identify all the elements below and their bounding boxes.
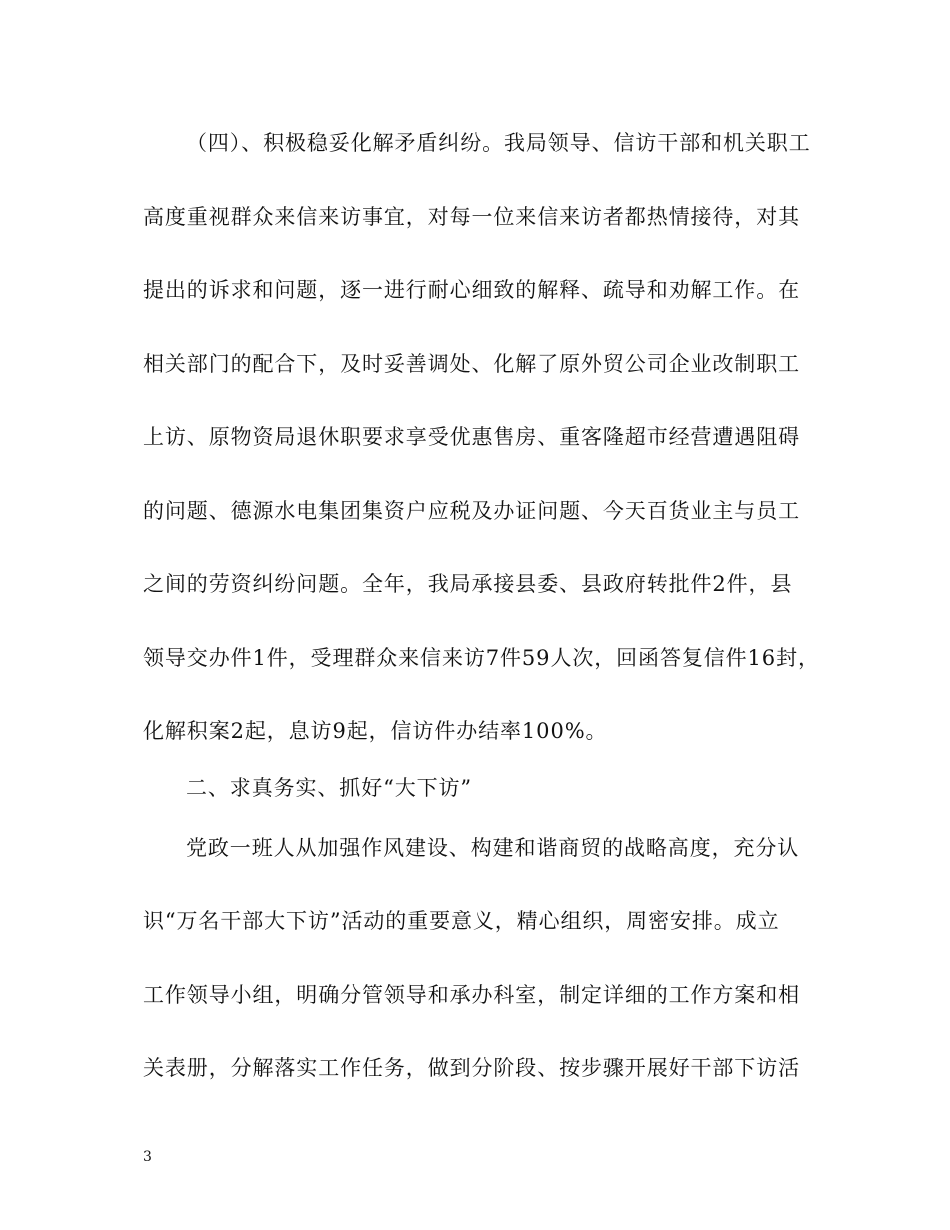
paragraph-line: 化解积案2起，息访9起，信访件办结率100%。 [143,719,608,743]
paragraph-line: 领导交办件1件，受理群众来信来访7件59人次，回函答复信件16封， [143,646,820,670]
paragraph-line: 相关部门的配合下，及时妥善调处、化解了原外贸公司企业改制职工 [143,352,800,376]
paragraph-line: 识“万名干部大下访”活动的重要意义，精心组织，周密安排。成立 [143,909,780,933]
paragraph-line: 上访、原物资局退休职要求享受优惠售房、重客隆超市经营遭遇阻碍 [143,425,800,449]
section-heading: 二、求真务实、抓好“大下访” [186,776,473,800]
paragraph-line: 的问题、德源水电集团集资户应税及办证问题、今天百货业主与员工 [143,499,800,523]
paragraph-line: 关表册，分解落实工作任务，做到分阶段、按步骤开展好干部下访活 [143,1056,800,1080]
paragraph-line: 工作领导小组，明确分管领导和承办科室，制定详细的工作方案和相 [143,983,800,1007]
paragraph-line: 高度重视群众来信来访事宜，对每一位来信来访者都热情接待，对其 [143,205,800,229]
paragraph-line: （四）、积极稳妥化解矛盾纠纷。我局领导、信访干部和机关职工 [186,131,811,155]
page-number: 3 [143,1149,152,1165]
paragraph-line: 之间的劳资纠纷问题。全年，我局承接县委、县政府转批件2件，县 [143,572,793,596]
paragraph-line: 党政一班人从加强作风建设、构建和谐商贸的战略高度，充分认 [186,836,800,860]
paragraph-line: 提出的诉求和问题，逐一进行耐心细致的解释、疏导和劝解工作。在 [143,278,800,302]
